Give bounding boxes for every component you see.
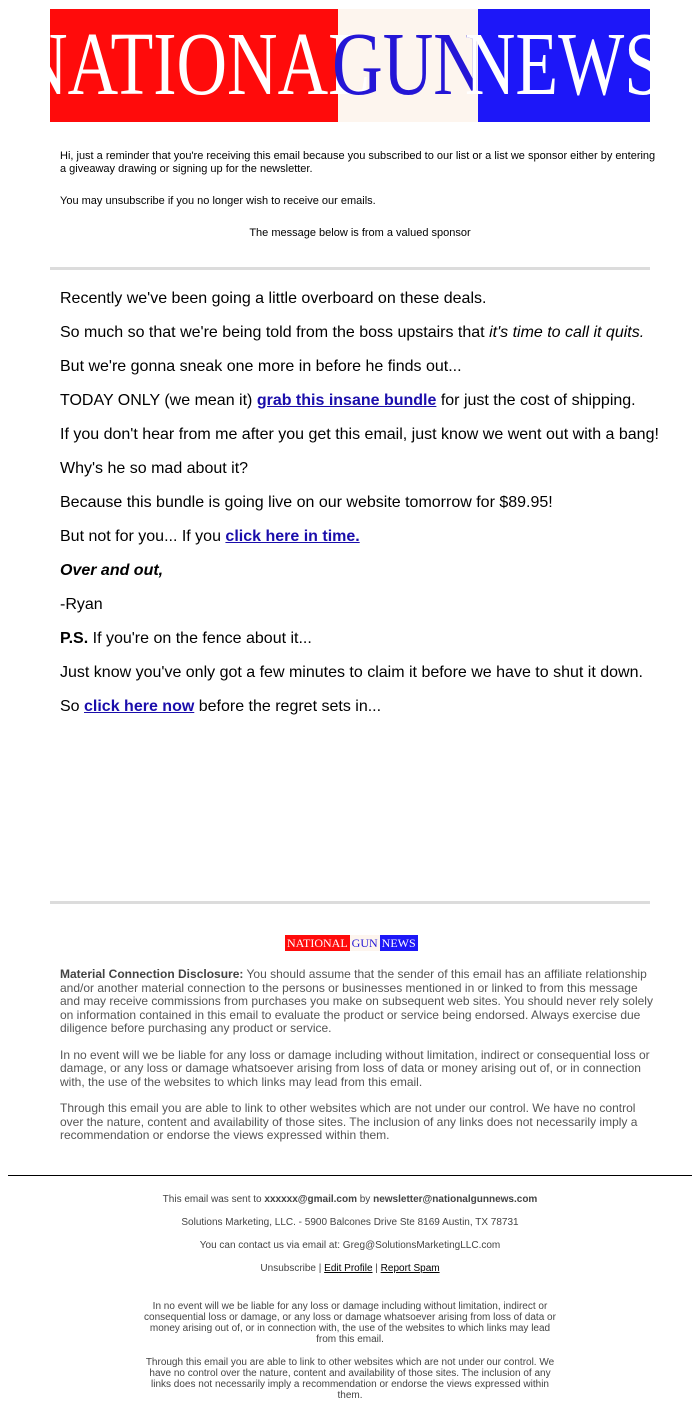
divider-top (50, 267, 650, 270)
footer-logo: NATIONAL GUN NEWS (287, 936, 416, 950)
sent-to-line: This email was sent to xxxxxx@gmail.com by newsletter@nationalgunnews.com (162, 1194, 538, 1205)
report-spam-link[interactable]: Report Spam (380, 1263, 440, 1274)
signature: -Ryan (60, 596, 103, 613)
edit-profile-link[interactable]: Edit Profile (324, 1263, 373, 1274)
click-here-in-time-link[interactable]: click here in time. (225, 528, 360, 545)
body-line: But we're gonna sneak one more in before he finds out... (60, 358, 462, 375)
body-line: Why's he so mad about it? (60, 460, 249, 477)
subscription-reminder: Hi, just a reminder that you're receiving this email because you subscribed to our list or a list we sponsor either by entering a giveaway drawing or signing up for the newsletter. (60, 150, 656, 175)
intro-notice (50, 150, 670, 240)
masthead-gun: GUN (338, 9, 478, 122)
body-line: So much so that we're being told from the boss upstairs that it's time to call it quits. (60, 324, 645, 341)
body-line: TODAY ONLY (we mean it) grab this insane bundle for just the cost of shipping. (60, 392, 636, 409)
masthead-news: NEWS (478, 9, 650, 122)
company-address: Solutions Marketing, LLC. - 5900 Balcones Drive Ste 8169 Austin, TX 78731 (181, 1217, 519, 1228)
masthead-logo (17, 9, 664, 122)
click-here-now-link[interactable]: click here now (84, 698, 195, 715)
body-line: So click here now before the regret sets in... (60, 698, 382, 715)
masthead-national: NATIONAL (50, 9, 338, 122)
grab-bundle-link[interactable]: grab this insane bundle (256, 392, 437, 409)
body-line: If you don't hear from me after you get this email, just know we went out with a bang! (60, 426, 659, 443)
material-connection-disclosure: Material Connection Disclosure: You should assume that the sender of this email has an affiliate relationship and/or another material connection to the persons or businesses mentioned in or linked to from this message and may receive commissions from purchases you make on subsequent web sites. You should never rely solely on information contained in this email to evaluate the product or service being endorsed. Always exercise due diligence before purchasing any product or service. (60, 967, 653, 1035)
external-links-disclaimer: Through this email you are able to link to other websites which are not under our control. We have no control over the nature, content and availability of those sites. The inclusion of any links does not necessarily imply a recommendation or endorse the views expressed within them. (60, 1101, 638, 1142)
unsubscribe-text[interactable]: Unsubscribe (260, 1263, 316, 1274)
disclosure (50, 968, 670, 1156)
body-line: But not for you... If you click here in time. (60, 528, 360, 545)
contact-line: You can contact us via email at: Greg@SolutionsMarketingLLC.com (199, 1240, 501, 1251)
unsubscribe-note: You may unsubscribe if you no longer wish to receive our emails. (60, 195, 376, 207)
footer (0, 1194, 700, 1413)
body-line: Because this bundle is going live on our website tomorrow for $89.95! (60, 494, 553, 511)
footer-links: Unsubscribe | Edit Profile | Report Spam (260, 1263, 440, 1274)
sponsor-note: The message below is from a valued sponsor (249, 227, 471, 239)
fine-print-liability: In no event will we be liable for any loss or damage including without limitation, indirect or consequential loss or damage, or any loss or damage whatsoever arising from loss of data or money arising out of, or in connection with, the use of the websites to which links may lead from this email. (144, 1301, 556, 1345)
fine-print-links: Through this email you are able to link to other websites which are not under our control. We have no control over the nature, content and availability of those sites. The inclusion of any links does not necessarily imply a recommendation or endorse the views expressed within them. (145, 1357, 555, 1401)
body-line: P.S. If you're on the fence about it... (60, 630, 312, 647)
email-body (50, 290, 670, 732)
footer-fine-print (140, 1301, 560, 1401)
body-line: Just know you've only got a few minutes to claim it before we have to shut it down. (60, 664, 643, 681)
divider-bottom (50, 901, 650, 904)
body-line: Recently we've been going a little overboard on these deals. (60, 290, 487, 307)
footer-divider (8, 1175, 692, 1176)
liability-disclaimer: In no event will we be liable for any loss or damage including without limitation, indirect or consequential loss or damage, or any loss or damage whatsoever arising from loss of data or money arising out of, or in connection with, the use of the websites to which links may lead from this email. (60, 1047, 650, 1089)
signoff: Over and out, (60, 562, 164, 579)
